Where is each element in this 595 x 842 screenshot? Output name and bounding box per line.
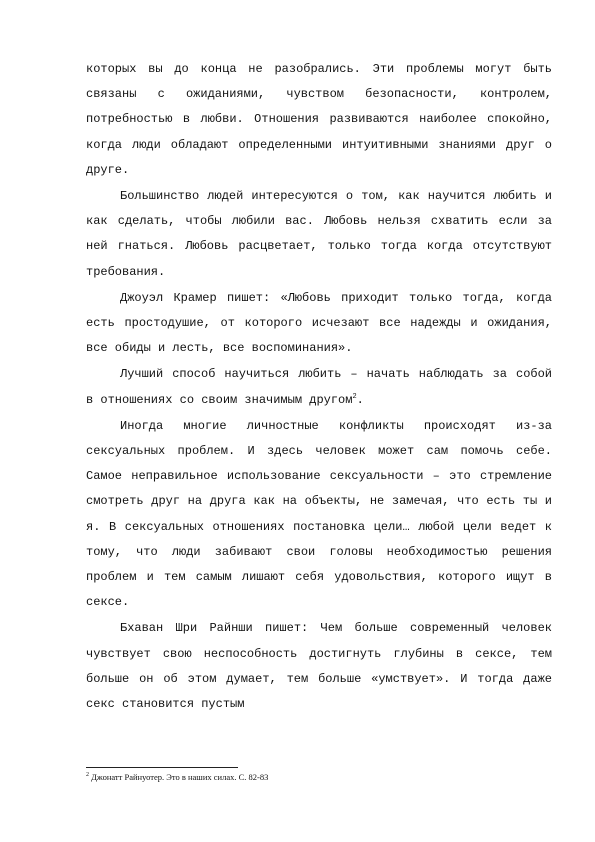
sentence-end: . bbox=[356, 392, 364, 407]
paragraph-quote-rajneesh: Бхаван Шри Райнши пишет: Чем больше современный человек чувствует свою неспособность достигнуть глубины в сексе, тем больше он об этом думает, тем больше «умствует». И тогда даже секс становится пустым bbox=[86, 621, 552, 712]
paragraph-with-footnote bbox=[86, 362, 552, 412]
paragraph: Большинство людей интересуются о том, как научится любить и как сделать, чтобы любили вас. Любовь нельзя схватить если за ней гнаться. Любовь расцветает, только тогда когда отсутствуют требования. bbox=[86, 189, 552, 279]
footnote-marker: 2 bbox=[86, 772, 89, 779]
footnote bbox=[86, 772, 552, 783]
paragraph-text: Лучший способ научиться любить – начать наблюдать за собой в отношениях со своим значимым другом bbox=[86, 367, 552, 407]
paragraph-quote-kramer: Джоуэл Крамер пишет: «Любовь приходит только тогда, когда есть простодушие, от которого исчезают все надежды и ожидания, все обиды и лесть, все воспоминания». bbox=[86, 290, 552, 356]
footnote-text: Джонатт Райнуотер. Это в наших силах. С. 82-83 bbox=[89, 772, 269, 782]
paragraph: Иногда многие личностные конфликты происходят из-за сексуальных проблем. И здесь человек может сам помочь себе. Самое неправильное использование сексуальности – это стремление смотреть друг на друга как на объекты, не замечая, что есть ты и я. В сексуальных отношениях постановка цели… любой цели ведет к тому, что люди забивают свои головы необходимостью решения проблем и тем самым лишают себя удовольствия, которого ищут в сексе. bbox=[86, 418, 552, 610]
footnote-divider bbox=[86, 767, 238, 768]
body-text bbox=[86, 57, 552, 717]
paragraph-continuation: которых вы до конца не разобрались. Эти проблемы могут быть связаны с ожиданиями, чувством безопасности, контролем, потребностью в любви. Отношения развиваются наиболее спокойно, когда люди обладают определенными интуитивными знаниями друг о друге. bbox=[86, 62, 552, 177]
footnote-reference[interactable]: 2 bbox=[352, 392, 357, 401]
